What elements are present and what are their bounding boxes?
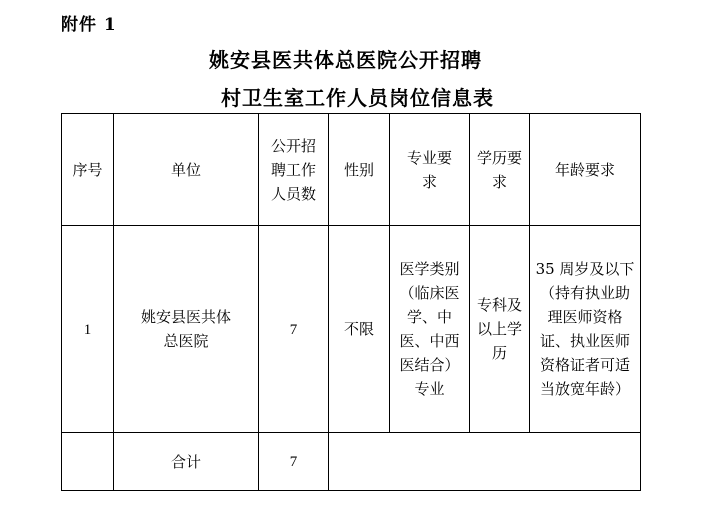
total-label: 合计 (114, 433, 259, 491)
row1-major: 医学类别（临床医学、中医、中西医结合）专业 (390, 226, 470, 433)
document-subtitle: 村卫生室工作人员岗位信息表 (221, 86, 494, 110)
header-count: 公开招聘工作人员数 (259, 114, 329, 226)
header-age: 年龄要求 (530, 114, 641, 226)
header-education: 学历要求 (470, 114, 530, 226)
header-gender: 性别 (329, 114, 390, 226)
total-count: 7 (259, 433, 329, 491)
table-total-row (62, 433, 641, 491)
row1-seq: 1 (62, 226, 114, 433)
header-seq: 序号 (62, 114, 114, 226)
header-unit: 单位 (114, 114, 259, 226)
table-row (62, 226, 641, 433)
total-empty (329, 433, 641, 491)
table-header-row (62, 114, 641, 226)
attachment-label: 附件 1 (61, 15, 117, 35)
row1-count: 7 (259, 226, 329, 433)
row1-age: 35 周岁及以下（持有执业助理医师资格证、执业医师资格证者可适当放宽年龄） (530, 226, 641, 433)
row1-unit: 姚安县医共体总医院 (114, 226, 259, 433)
position-info-table (61, 113, 641, 491)
row1-education: 专科及以上学历 (470, 226, 530, 433)
total-seq-empty (62, 433, 114, 491)
document-title: 姚安县医共体总医院公开招聘 (209, 48, 482, 72)
header-major: 专业要求 (390, 114, 470, 226)
row1-gender: 不限 (329, 226, 390, 433)
